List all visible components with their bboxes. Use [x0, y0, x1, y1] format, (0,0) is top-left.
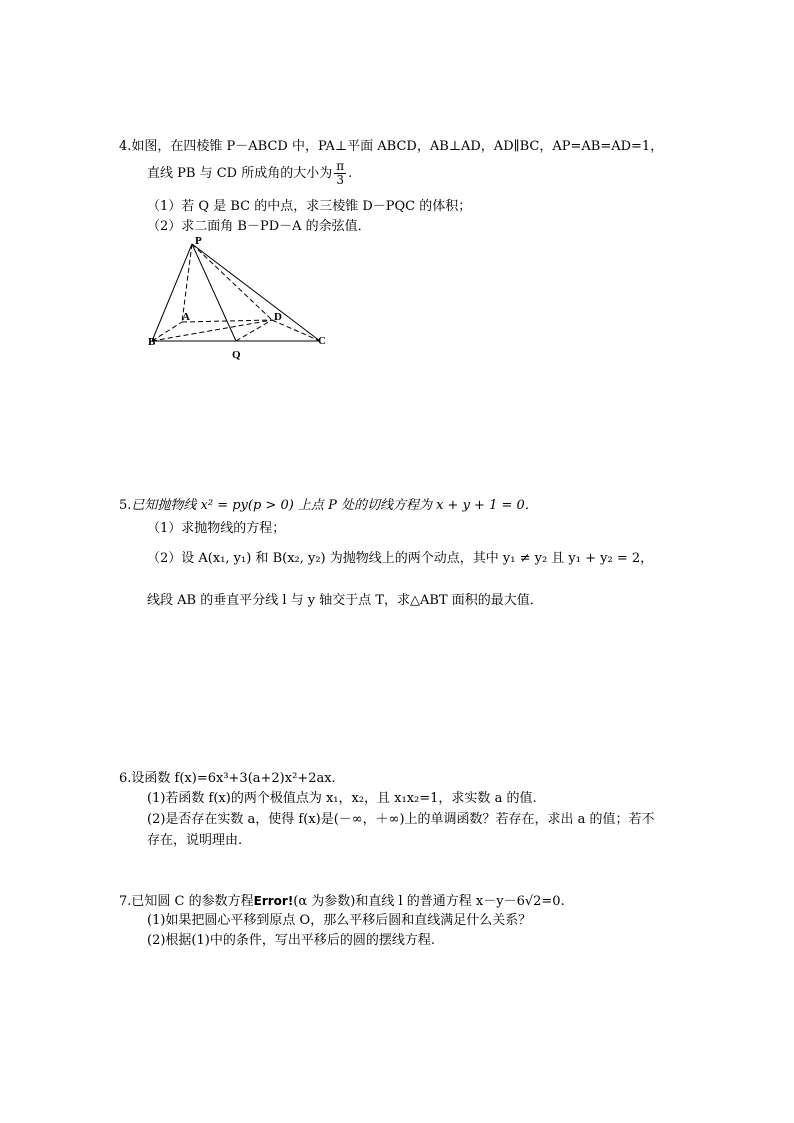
q7-error-field: Error! — [253, 894, 294, 908]
q4-stem-line1 — [119, 139, 663, 155]
q5-number: 5. — [119, 498, 132, 513]
label-D: D — [274, 311, 282, 323]
label-A: A — [182, 311, 190, 323]
q6-part1: (1)若函数 f(x)的两个极值点为 x₁，x₂，且 x₁x₂=1，求实数 a 的值. — [147, 791, 537, 806]
q6-stem-line — [119, 771, 336, 787]
q5-part2: （2）设 A(x₁, y₁) 和 B(x₂, y₂) 为抛物线上的两个动点，其中 y₁ ≠ y₂ 且 y₁ + y₂ = 2， — [147, 551, 654, 566]
label-C: C — [318, 335, 326, 347]
q4-stem-a: 如图，在四棱锥 P－ABCD 中，PA⊥平面 ABCD，AB⊥AD，AD∥BC，AP=AB=AD=1， — [131, 139, 664, 154]
q7-part2: (2)根据(1)中的条件，写出平移后的圆的摆线方程. — [147, 933, 435, 948]
q4-stem-b: 直线 PB 与 CD 所成角的大小为 — [147, 166, 333, 181]
label-B: B — [148, 336, 156, 348]
q5-part2-cont: 线段 AB 的垂直平分线 l 与 y 轴交于点 T，求△ABT 面积的最大值． — [147, 593, 543, 608]
q5-stem-line — [119, 498, 538, 514]
q6-part2-cont: 存在，说明理由. — [147, 833, 243, 848]
label-P: P — [195, 235, 202, 247]
q6-stem: 设函数 f(x)=6x³+3(a+2)x²+2ax. — [131, 771, 336, 786]
q7-stem-a: 已知圆 C 的参数方程 — [131, 894, 254, 909]
q5-part1: （1）求抛物线的方程； — [147, 521, 286, 536]
q4-stem-line2 — [147, 157, 352, 191]
q7-part1: (1)如果把圆心平移到原点 O，那么平移后圆和直线满足什么关系？ — [147, 913, 532, 928]
q6-part2: (2)是否存在实数 a，使得 f(x)是(－∞，＋∞)上的单调函数？若存在，求出 a 的值；若不 — [147, 812, 655, 827]
q6-number: 6. — [119, 771, 132, 786]
q4-pyramid-figure — [140, 234, 340, 366]
q7-number: 7. — [119, 894, 132, 909]
label-Q: Q — [232, 349, 241, 361]
q4-number: 4. — [119, 139, 132, 154]
q4-stem-end: . — [348, 166, 353, 181]
q4-part1: （1）若 Q 是 BC 的中点，求三棱锥 D－PQC 的体积； — [147, 199, 472, 214]
q7-stem-b: (α 为参数)和直线 l 的普通方程 x－y－6√2=0. — [293, 894, 565, 909]
q4-angle-fraction: $\frac{\pi}{3}$ — [336, 159, 345, 187]
q5-stem: 已知抛物线 x² = py(p > 0) 上点 P 处的切线方程为 x + y + 1 = 0． — [131, 498, 538, 513]
q7-stem-line — [119, 893, 565, 910]
q4-part2: （2）求二面角 B－PD－A 的余弦值． — [147, 219, 371, 234]
